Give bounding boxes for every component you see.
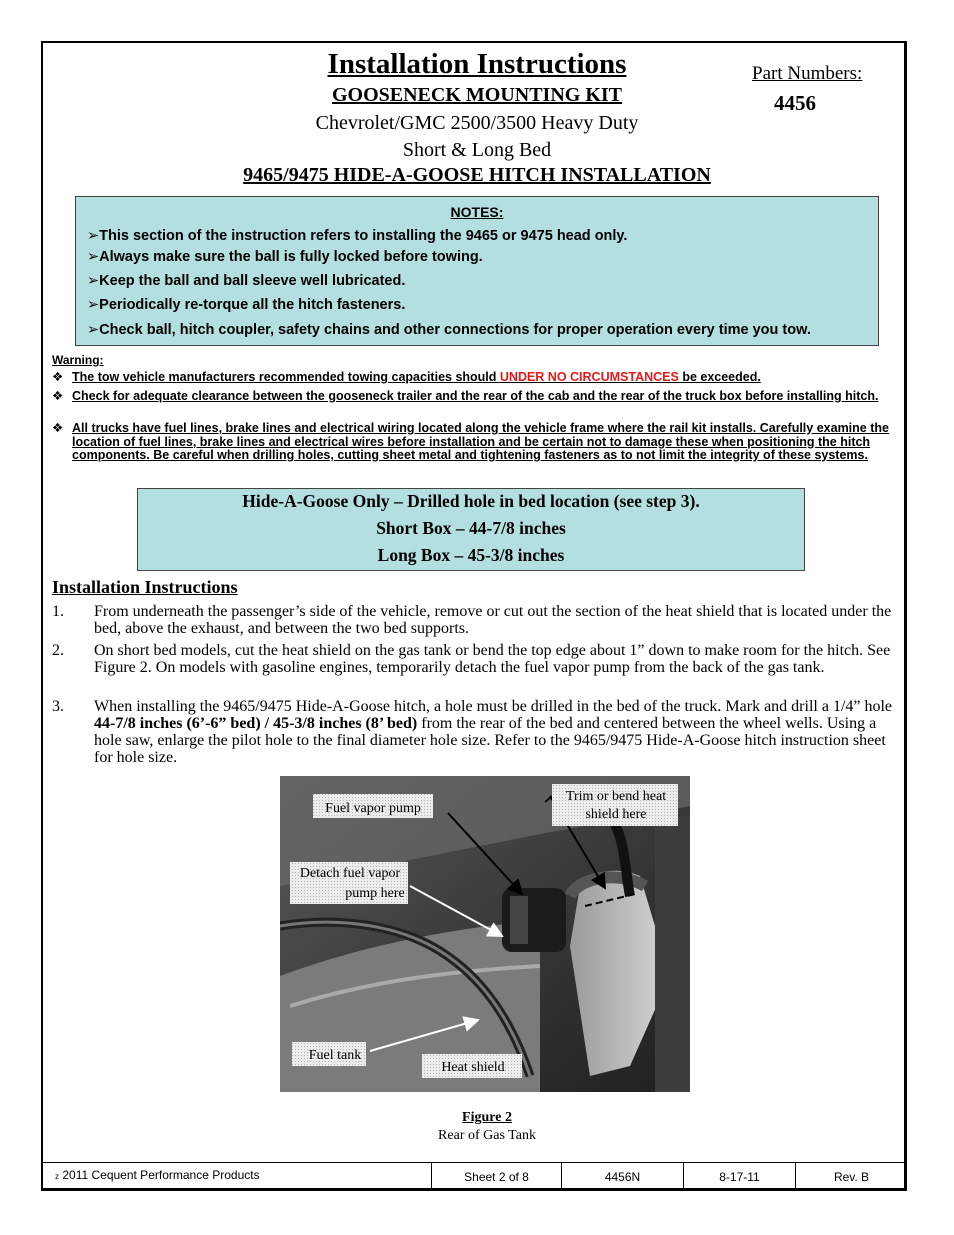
footer-sheet: Sheet 2 of 8	[431, 1163, 561, 1191]
figure-subcaption: Rear of Gas Tank	[438, 1128, 536, 1143]
footer-doc-number: 4456N	[561, 1163, 683, 1191]
figure-caption: Figure 2	[462, 1110, 512, 1125]
vehicle-line: Chevrolet/GMC 2500/3500 Heavy Duty	[315, 112, 639, 134]
notes-box	[75, 196, 879, 346]
copyright-symbol: z	[55, 1172, 59, 1181]
hitch-title: 9465/9475 HIDE-A-GOOSE HITCH INSTALLATION	[243, 164, 711, 186]
note-item: ➢Keep the ball and ball sleeve well lubricated.	[87, 273, 406, 289]
bullet-icon: ❖	[52, 370, 64, 384]
heat-shield-label: Heat shield	[441, 1060, 505, 1075]
trim-label: Trim or bend heat	[565, 789, 667, 804]
footer-date: 8-17-11	[683, 1163, 795, 1191]
bed-line: Short & Long Bed	[402, 139, 552, 161]
page-title: Installation Instructions	[327, 48, 627, 80]
drill-line: Hide-A-Goose Only – Drilled hole in bed location (see step 3).	[242, 491, 700, 511]
note-item: ➢Periodically re-torque all the hitch fasteners.	[87, 297, 406, 313]
warning-label: Warning:	[52, 353, 104, 367]
note-item: ➢Check ball, hitch coupler, safety chains and other connections for proper operation every time you tow.	[87, 322, 811, 338]
bullet-icon: ❖	[52, 389, 64, 403]
part-numbers-label: Part Numbers:	[752, 63, 863, 84]
notes-title: NOTES:	[450, 204, 504, 220]
detach-label: Detach fuel vapor	[299, 866, 401, 881]
drill-line: Short Box – 44-7/8 inches	[376, 518, 566, 538]
trim-label: shield here	[585, 807, 647, 822]
kit-title: GOOSENECK MOUNTING KIT	[331, 84, 623, 106]
warning-emphasis: UNDER NO CIRCUMSTANCES	[499, 370, 683, 384]
footer-copyright: z 2011 Cequent Performance Products	[55, 1168, 260, 1182]
drill-location-box	[137, 488, 805, 571]
footer-revision: Rev. B	[795, 1163, 907, 1191]
instructions-heading: Installation Instructions	[52, 577, 238, 597]
part-number: 4456	[774, 91, 816, 115]
fuel-tank-label: Fuel tank	[308, 1048, 362, 1063]
fuel-vapor-pump-label: Fuel vapor pump	[325, 801, 421, 816]
figure-photo	[280, 776, 690, 1092]
detach-label: pump here	[345, 886, 405, 901]
drill-line: Long Box – 45-3/8 inches	[377, 545, 565, 565]
note-item: ➢Always make sure the ball is fully locked before towing.	[87, 249, 483, 265]
note-item: ➢This section of the instruction refers to installing the 9465 or 9475 head only.	[87, 228, 628, 244]
bullet-icon: ❖	[52, 421, 64, 435]
